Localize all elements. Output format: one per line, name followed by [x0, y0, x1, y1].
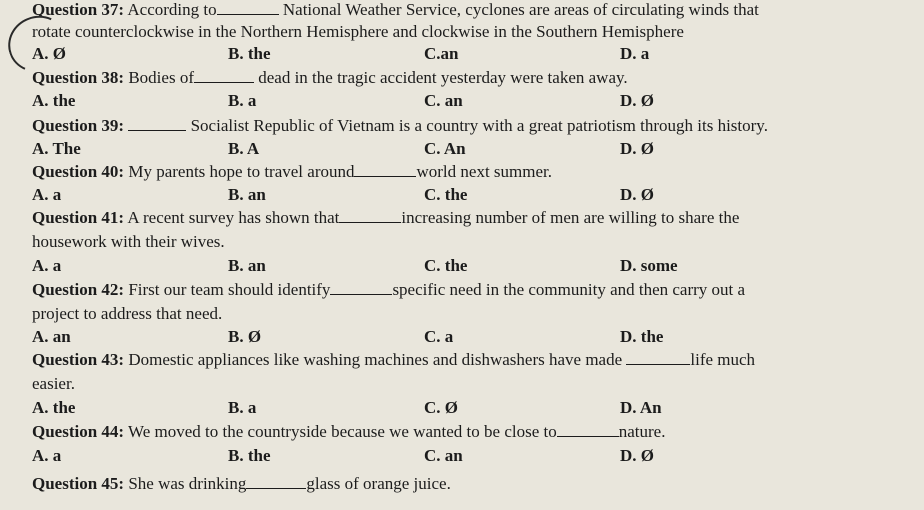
question-text: life much [690, 350, 756, 369]
question-number: Question 38: [32, 68, 125, 87]
question-43-line-1 [32, 350, 755, 370]
question-number: Question 42: [32, 280, 125, 299]
option-a[interactable]: A. an [32, 327, 71, 346]
question-40-line-1 [32, 162, 552, 182]
option-c[interactable]: C. the [424, 185, 468, 204]
question-38-line-1 [32, 68, 628, 88]
option-a[interactable]: A. Ø [32, 44, 66, 63]
option-d[interactable]: D. Ø [620, 91, 654, 110]
option-a[interactable]: A. a [32, 185, 62, 204]
question-41-line-2 [32, 232, 225, 252]
option-d[interactable]: D. Ø [620, 139, 654, 158]
question-text: National Weather Service, cyclones are areas of circulating winds that [282, 0, 759, 19]
option-b[interactable]: B. a [228, 398, 257, 417]
question-number: Question 41: [32, 208, 125, 227]
question-text: project to address that need. [32, 304, 223, 323]
question-text: rotate counterclockwise in the Northern Hemisphere and clockwise in the Southern Hemisphere [32, 22, 684, 41]
question-text: world next summer. [416, 162, 552, 181]
option-b[interactable]: B. Ø [228, 327, 262, 346]
question-text: My parents hope to travel around [128, 162, 355, 181]
question-number: Question 43: [32, 350, 125, 369]
answer-blank[interactable] [246, 474, 306, 489]
option-d[interactable]: D. some [620, 256, 678, 275]
question-43-line-2 [32, 374, 75, 394]
option-b[interactable]: B. A [228, 139, 260, 158]
option-d[interactable]: D. Ø [620, 185, 654, 204]
question-42-line-1 [32, 280, 745, 300]
option-a[interactable]: A. a [32, 256, 62, 275]
question-42-line-2 [32, 304, 222, 324]
question-text: Domestic appliances like washing machines and dishwashers have made [128, 350, 623, 369]
option-b[interactable]: B. an [228, 256, 266, 275]
question-text: specific need in the community and then carry out a [392, 280, 746, 299]
question-37-line-1 [32, 0, 759, 20]
question-text: increasing number of men are willing to share the [401, 208, 740, 227]
question-text: dead in the tragic accident yesterday were taken away. [258, 68, 628, 87]
option-a[interactable]: A. the [32, 91, 76, 110]
option-c[interactable]: C. an [424, 91, 463, 110]
option-c[interactable]: C. the [424, 256, 468, 275]
question-text: housework with their wives. [32, 232, 225, 251]
option-c[interactable]: C. Ø [424, 398, 458, 417]
question-text: She was drinking [128, 474, 247, 493]
question-text: nature. [618, 422, 666, 441]
option-d[interactable]: D. the [620, 327, 664, 346]
answer-blank[interactable] [626, 350, 690, 365]
option-c[interactable]: C. a [424, 327, 454, 346]
option-c[interactable]: C. an [424, 446, 463, 465]
option-a[interactable]: A. the [32, 398, 76, 417]
answer-blank[interactable] [128, 116, 186, 131]
option-a[interactable]: A. a [32, 446, 62, 465]
question-39-line-1 [32, 116, 768, 136]
question-number: Question 44: [32, 422, 125, 441]
option-a[interactable]: A. The [32, 139, 81, 158]
option-b[interactable]: B. a [228, 91, 257, 110]
answer-blank[interactable] [354, 162, 416, 177]
answer-blank[interactable] [557, 422, 619, 437]
question-text: Socialist Republic of Vietnam is a country with a great patriotism through its history. [190, 116, 768, 135]
option-c[interactable]: C. An [424, 139, 466, 158]
question-text: Bodies of [128, 68, 194, 87]
question-number: Question 40: [32, 162, 125, 181]
question-number: Question 39: [32, 116, 125, 135]
question-number: Question 37: [32, 0, 125, 19]
question-text: easier. [32, 374, 75, 393]
question-text: First our team should identify [128, 280, 331, 299]
question-text: glass of orange juice. [306, 474, 451, 493]
question-41-line-1 [32, 208, 739, 228]
answer-blank[interactable] [330, 280, 392, 295]
answer-blank[interactable] [194, 68, 254, 83]
option-d[interactable]: D. a [620, 44, 650, 63]
question-44-line-1 [32, 422, 665, 442]
question-text: A recent survey has shown that [127, 208, 340, 227]
option-c[interactable]: C.an [424, 44, 459, 63]
question-text: According to [127, 0, 217, 19]
option-b[interactable]: B. an [228, 185, 266, 204]
option-d[interactable]: D. Ø [620, 446, 654, 465]
question-37-line-2 [32, 22, 684, 42]
answer-blank[interactable] [217, 0, 279, 15]
option-b[interactable]: B. the [228, 446, 271, 465]
answer-blank[interactable] [339, 208, 401, 223]
question-number: Question 45: [32, 474, 125, 493]
question-text: We moved to the countryside because we wanted to be close to [128, 422, 557, 441]
option-b[interactable]: B. the [228, 44, 271, 63]
option-d[interactable]: D. An [620, 398, 662, 417]
question-45-line-1 [32, 474, 451, 494]
